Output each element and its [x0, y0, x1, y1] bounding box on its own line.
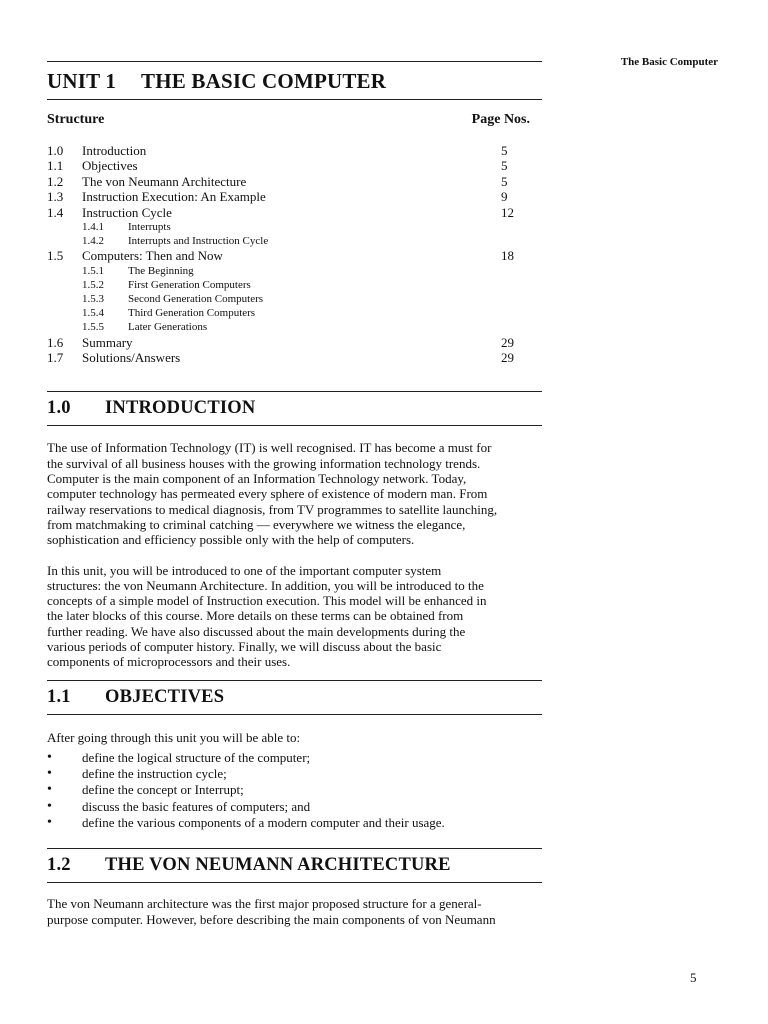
toc-subentry-title: Third Generation Computers	[128, 307, 256, 320]
toc-entry-number: 1.0	[47, 143, 64, 158]
toc-entry	[47, 189, 542, 204]
toc-entry-number: 1.2	[47, 173, 64, 189]
section-title: THE VON NEUMANN ARCHITECTURE	[105, 855, 451, 876]
objective-item: • define the concept or Interrupt;	[47, 782, 542, 798]
section-rule	[47, 714, 542, 715]
toc-entry	[47, 205, 542, 220]
toc-entry-title: Summary	[82, 334, 133, 350]
text-line: further reading. We have also discussed about the main developments during the	[47, 623, 466, 639]
toc-subentry	[47, 320, 542, 334]
toc-subentry-number: 1.4.2	[82, 235, 104, 248]
toc-entry-title: Computers: Then and Now	[82, 248, 223, 264]
toc-entry-number: 1.3	[47, 189, 64, 205]
section-rule	[47, 882, 542, 883]
toc-entry	[47, 174, 542, 189]
text-line: concepts of a simple model of Instruction execution. This model will be enhanced in	[47, 593, 487, 609]
intro-paragraph-2	[47, 563, 542, 670]
toc-entry-title: Introduction	[82, 143, 147, 158]
toc-entry-number: 1.6	[47, 334, 64, 350]
toc-subentry	[47, 234, 542, 248]
section-heading	[47, 681, 542, 714]
toc-subentry	[47, 306, 542, 320]
toc-subentry-number: 1.5.5	[82, 321, 104, 334]
toc-entry-page: 29	[501, 334, 514, 350]
section-number: 1.1	[47, 686, 71, 707]
toc-entry-page: 12	[501, 204, 514, 220]
toc-entry-page: 18	[501, 248, 514, 264]
objective-item: • discuss the basic features of computers; and	[47, 799, 542, 815]
text-line: The use of Information Technology (IT) is well recognised. IT has become a must for	[47, 440, 492, 456]
unit-rule	[47, 99, 542, 100]
objective-item: • define the various components of a modern computer and their usage.	[47, 815, 542, 831]
toc-entry-page: 5	[501, 143, 508, 158]
toc-entry-page: 29	[501, 350, 514, 366]
toc-header	[47, 112, 542, 128]
toc-entry-page: 5	[501, 158, 508, 174]
main-content	[47, 61, 542, 927]
toc-subentry-number: 1.5.4	[82, 307, 104, 320]
toc-subentry-title: First Generation Computers	[128, 278, 251, 291]
toc-pages-label: Page Nos.	[471, 112, 530, 127]
text-line: the survival of all business houses with the growing information technology trends.	[47, 455, 481, 471]
objective-item: • define the instruction cycle;	[47, 766, 542, 782]
text-line: structures: the von Neumann Architecture. In addition, you will be introduced to the	[47, 577, 484, 593]
toc-subentry	[47, 278, 542, 292]
toc-entry	[47, 248, 542, 263]
section-number: 1.2	[47, 855, 71, 876]
toc-subentry-title: Interrupts	[128, 220, 171, 233]
text-line: Computer is the main component of an Information Technology network. Today,	[47, 471, 467, 487]
section-heading	[47, 849, 542, 882]
section-introduction	[47, 391, 542, 669]
toc-entry-title: Objectives	[82, 158, 138, 174]
toc-entry-number: 1.4	[47, 204, 64, 220]
toc-subentry-number: 1.5.3	[82, 293, 104, 306]
toc-subentry-number: 1.4.1	[82, 220, 104, 233]
running-header: The Basic Computer	[620, 56, 718, 68]
toc-subentry	[47, 220, 542, 234]
text-line: The von Neumann architecture was the first major proposed structure for a general-	[47, 896, 482, 912]
toc-entry-page: 9	[501, 189, 508, 205]
toc-entry-title: Solutions/Answers	[82, 350, 181, 366]
section-heading	[47, 392, 542, 425]
toc-subentry-number: 1.5.1	[82, 264, 104, 277]
intro-paragraph-1	[47, 440, 542, 547]
section-number: 1.0	[47, 398, 71, 419]
toc-subentry-title: The Beginning	[128, 264, 194, 277]
text-line: In this unit, you will be introduced to one of the important computer system	[47, 562, 442, 578]
toc-subentry-number: 1.5.2	[82, 278, 104, 291]
toc-entry-title: The von Neumann Architecture	[82, 173, 247, 189]
von-neumann-paragraph-1	[47, 896, 542, 927]
text-line: various periods of computer history. Finally, we will discuss about the basic	[47, 639, 442, 654]
objective-item: • define the logical structure of the computer;	[47, 750, 542, 766]
objectives-lead: After going through this unit you will be able to:	[47, 729, 301, 745]
page-number: 5	[690, 970, 697, 985]
text-line: purpose computer. However, before describing the main components of von Neumann	[47, 911, 496, 927]
section-title: OBJECTIVES	[105, 686, 225, 707]
toc-subentry	[47, 264, 542, 278]
unit-number: UNIT 1	[47, 69, 117, 93]
toc-entry	[47, 335, 542, 350]
toc-entry-number: 1.1	[47, 158, 64, 174]
unit-name: THE BASIC COMPUTER	[141, 69, 387, 93]
text-line: railway reservations to medical diagnosis, from TV programmes to satellite launching,	[47, 501, 498, 517]
objectives-list	[47, 750, 542, 831]
toc-entry-title: Instruction Execution: An Example	[82, 189, 266, 205]
section-objectives	[47, 680, 542, 832]
toc-subentry-title: Later Generations	[128, 321, 208, 334]
unit-title	[47, 62, 542, 99]
section-rule	[47, 425, 542, 426]
toc-entry-number: 1.5	[47, 248, 64, 264]
toc-entry	[47, 158, 542, 173]
text-line: from matchmaking to criminal catching — everywhere we witness the elegance,	[47, 516, 466, 532]
toc-entry	[47, 143, 542, 158]
text-line: sophistication and efficiency possible only with the help of computers.	[47, 532, 415, 548]
toc-subentry-title: Second Generation Computers	[128, 293, 264, 306]
table-of-contents	[47, 143, 542, 365]
toc-entry-title: Instruction Cycle	[82, 204, 172, 220]
section-title: INTRODUCTION	[105, 398, 256, 419]
toc-subentry	[47, 292, 542, 306]
toc-subentry-title: Interrupts and Instruction Cycle	[128, 235, 269, 248]
toc-entry-page: 5	[501, 173, 508, 189]
text-line: the later blocks of this course. More details on these terms can be obtained from	[47, 608, 464, 624]
toc-structure-label: Structure	[47, 112, 105, 127]
text-line: computer technology has permeated every sphere of existence of modern man. From	[47, 486, 488, 502]
section-von-neumann	[47, 848, 542, 927]
toc-entry-number: 1.7	[47, 350, 64, 366]
text-line: components of microprocessors and their uses.	[47, 654, 291, 670]
toc-entry	[47, 350, 542, 365]
